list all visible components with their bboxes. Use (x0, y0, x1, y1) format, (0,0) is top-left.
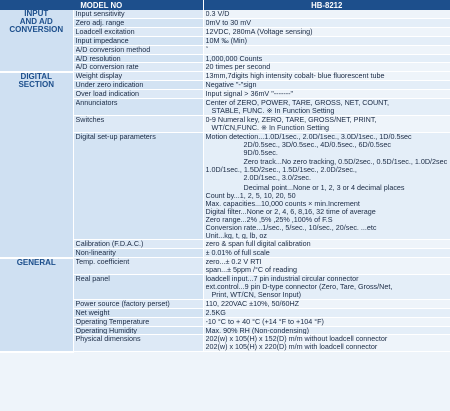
section-title-line: CONVERSION (9, 25, 64, 34)
param-value-text: Decimal point...None or 1, 2, 3 or 4 decimal places (243, 184, 405, 193)
param-value-text: Count by...1, 2, 5, 10, 20, 50 (205, 192, 296, 200)
param-value (203, 115, 450, 132)
param-value-text: Zero range...2% ,5% ,25% ,100% of F.S (205, 215, 333, 224)
param-value-text: STABLE, FUNC. ※ In Function Setting (211, 106, 335, 115)
param-value (203, 240, 450, 249)
param-label (73, 115, 203, 132)
param-label-text: Physical dimensions (75, 335, 141, 344)
param-value-text: Zero track...No zero tracking, 0.5D/2sec., 0.5D/1sec., 1.0D/2sec (243, 158, 448, 167)
param-label-text: Net weight (75, 308, 110, 317)
param-value-text: WT/CN,FUNC. ※ In Function Setting (211, 123, 329, 132)
param-value-text: Negative "-"sign (205, 81, 257, 90)
param-label (73, 54, 203, 63)
param-label (73, 275, 203, 300)
param-label (73, 317, 203, 326)
param-value-text: 0.3 V/D (205, 10, 230, 18)
param-value-text: 20 times per second (205, 63, 271, 72)
param-value (203, 18, 450, 27)
param-value-text: 0-9 Numeral key, ZERO, TARE, GROSS/NET, PRINT, (205, 115, 377, 124)
param-value (203, 10, 450, 18)
param-label-text: A/D resolution (75, 54, 121, 63)
param-value (203, 72, 450, 81)
param-value (203, 317, 450, 326)
section-title (0, 258, 73, 352)
param-label-text: Weight display (75, 72, 123, 81)
param-value-text: Digital filter...None or 2, 4, 6, 8,16, 32 time of average (205, 207, 376, 216)
param-label-text: Real panel (75, 275, 110, 283)
spec-row (0, 10, 450, 18)
param-value (203, 299, 450, 308)
param-label-text: Loadcell excitation (75, 27, 135, 36)
param-label (73, 249, 203, 258)
param-value-text: ± 0.01% of full scale (205, 249, 270, 258)
param-label (73, 335, 203, 352)
param-value-text: Max. 90% RH (Non-condensing) (205, 326, 309, 335)
param-label (73, 72, 203, 81)
param-value-text: ext.control...9 pin D-type connector (Zero, Tare, Gross/Net, (205, 283, 393, 291)
param-label-text: Input sensitivity (75, 10, 125, 18)
param-label (73, 326, 203, 335)
param-label (73, 36, 203, 45)
param-value (203, 90, 450, 99)
param-value-text: 0mV to 30 mV (205, 18, 252, 27)
param-value (203, 308, 450, 317)
param-value (203, 63, 450, 72)
param-value-text: 12VDC, 280mA (Voltage sensing) (205, 27, 313, 36)
param-value-text: Center of ZERO, POWER, TARE, GROSS, NET, COUNT, (205, 99, 389, 107)
param-value (203, 275, 450, 300)
param-label (73, 132, 203, 240)
param-value (203, 45, 450, 54)
header-row (0, 0, 450, 10)
model-value-header: HB-8212 (203, 0, 450, 10)
param-value-text: 13mm,7digits high intensity cobalt- blue fluorescent tube (205, 72, 385, 81)
param-value-text: 202(w) x 105(H) x 152(D) m/m without loadcell connector (205, 335, 388, 344)
param-value-text: 10M ‰ (Min) (205, 36, 248, 45)
param-value-text: 2.0D/1sec., 3.0/2sec. (243, 174, 312, 183)
param-value (203, 81, 450, 90)
param-value-text: 202(w) x 105(H) x 220(D) m/m with loadcell connector (205, 343, 378, 352)
param-label (73, 99, 203, 116)
param-value-text: Motion detection...1.0D/1sec., 2.0D/1sec., 3.0D/1sec., 1D/0.5sec (205, 132, 412, 141)
param-value (203, 99, 450, 116)
param-value-text: 1,000,000 Counts (205, 54, 263, 63)
param-label-text: Under zero indication (75, 81, 144, 90)
param-label (73, 81, 203, 90)
param-label-text: Zero adj. range (75, 18, 125, 27)
param-value-text: Input signal > 36mV "-------" (205, 90, 294, 99)
param-value-text: 1.0D/1sec., 1.5D/2sec., 1.5D/1sec., 2.0D/2sec., (205, 166, 357, 175)
param-value (203, 335, 450, 352)
param-value-text: -10 °C to + 40 °C (+14 °F to +104 °F) (205, 317, 324, 326)
param-label-text: Switches (75, 115, 105, 124)
param-value-text: zero...± 0.2 V RTI (205, 258, 262, 267)
param-value-text: Conversion rate...1/sec., 5/sec., 10/sec., 20/sec. ...etc (205, 223, 377, 232)
spec-row (0, 258, 450, 275)
param-label-text: Digital set-up parameters (75, 132, 156, 141)
param-label-text: A/D conversion rate (75, 63, 139, 72)
param-label (73, 45, 203, 54)
param-label-text: Non-linearity (75, 249, 116, 258)
param-value-text: 110, 220VAC ±10%, 50/60HZ (205, 299, 300, 308)
param-value-text: Print, WT/CN, Sensor Input) (211, 290, 301, 299)
param-label-text: Temp. coefficient (75, 258, 130, 267)
param-label-text: Operating Temperature (75, 317, 150, 326)
param-value (203, 132, 450, 240)
param-label (73, 258, 203, 275)
param-value-text: ˜ (205, 45, 208, 54)
model-no-header: MODEL NO (0, 0, 203, 10)
section-title (0, 10, 73, 72)
param-value (203, 249, 450, 258)
param-label-text: Calibration (F.D.A.C.) (75, 240, 144, 249)
param-value (203, 36, 450, 45)
spec-row (0, 72, 450, 81)
param-value-text: Unit...kg, t, g, lb, oz (205, 231, 268, 240)
param-label-text: A/D conversion method (75, 45, 151, 54)
param-label (73, 299, 203, 308)
param-label (73, 18, 203, 27)
param-value-text: span...± 5ppm /°C of reading (205, 266, 298, 275)
param-label-text: Operating Humidity (75, 326, 138, 335)
param-label (73, 90, 203, 99)
param-label (73, 308, 203, 317)
param-label (73, 63, 203, 72)
param-value (203, 258, 450, 275)
param-label (73, 240, 203, 249)
param-value (203, 27, 450, 36)
section-title-line: INPUT (24, 10, 49, 18)
param-label-text: Power source (factory perset) (75, 299, 170, 308)
section-title (0, 72, 73, 258)
param-label (73, 27, 203, 36)
param-value (203, 54, 450, 63)
section-title-line: DIGITAL (20, 72, 52, 81)
param-value-text: loadcell input...7 pin industrial circular connector (205, 275, 359, 283)
spec-body (0, 10, 450, 352)
section-title-line: AND A/D (19, 17, 53, 26)
param-label-text: Over load indication (75, 90, 140, 99)
param-value-text: 2D/0.5sec., 3D/0.5sec., 4D/0.5sec., 6D/0.5sec (243, 140, 391, 149)
param-label-text: Input impedance (75, 36, 129, 45)
section-title-line: SECTION (18, 80, 55, 89)
section-title-line: GENERAL (16, 258, 56, 267)
param-value-text: Max. capacities...10,000 counts × min.Increment (205, 199, 360, 208)
param-value-text: 2.5KG (205, 308, 226, 317)
param-label (73, 10, 203, 18)
param-value (203, 326, 450, 335)
param-value-text: zero & span full digital calibration (205, 240, 311, 249)
param-value-text: 9D/0.5sec. (243, 148, 278, 157)
param-label-text: Annunciators (75, 99, 118, 107)
